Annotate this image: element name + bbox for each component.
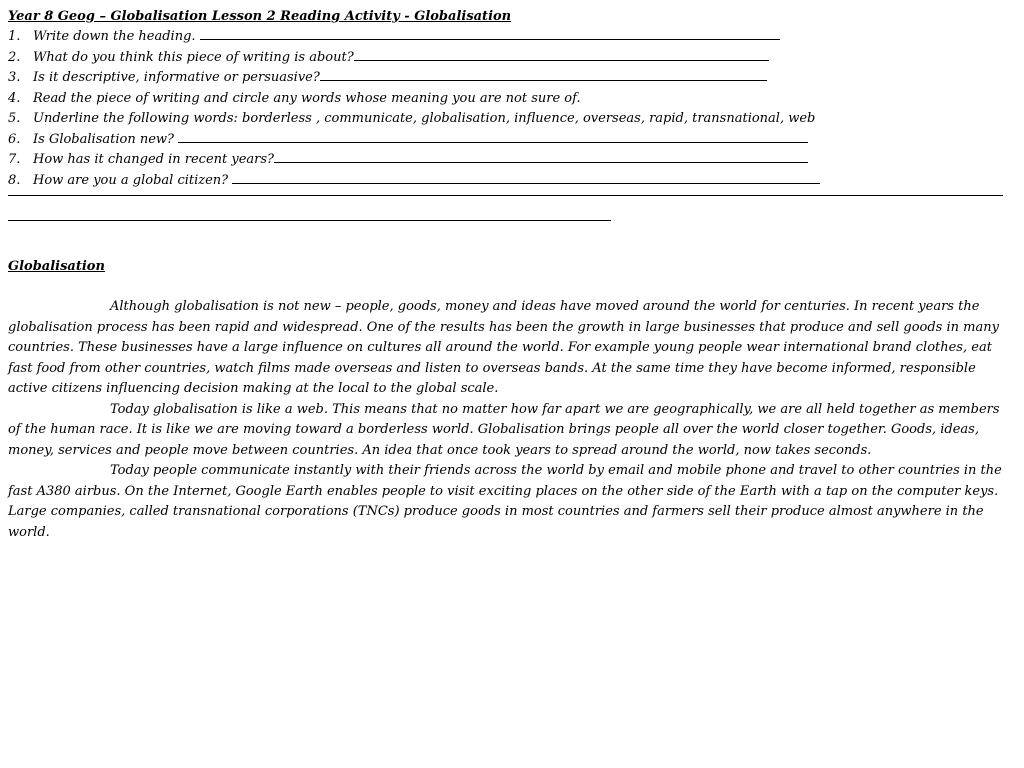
answer-rule-full[interactable]: [8, 195, 1003, 196]
question-number: 5.: [8, 111, 21, 126]
question-item-3: [8, 68, 1012, 89]
question-text: Read the piece of writing and circle any words whose meaning you are not sure of.: [33, 90, 581, 106]
answer-line[interactable]: [320, 68, 767, 81]
answer-line[interactable]: [274, 150, 808, 163]
answer-line[interactable]: [178, 130, 808, 143]
question-number: 6.: [8, 131, 21, 147]
reading-paragraph-2: Today globalisation is like a web. This means that no matter how far apart we are geographically, we are all held together as members of the human race. It is like we are moving toward a borderless world. Globalisation brings people all over the world closer together. Goods, ideas, money, services and people move between countries. An idea that once took years to spread around the world, now takes seconds.: [8, 401, 1000, 458]
reading-paragraph-3: Today people communicate instantly with their friends across the world by email and mobile phone and travel to other countries in the fast A380 airbus. On the Internet, Google Earth enables people to visit exciting places on the other side of the Earth with a tap on the computer keys. Large companies, called transnational corporations (TNCs) produce goods in most countries and farmers sell their produce almost anywhere in the world.: [8, 463, 1002, 540]
question-number: 2.: [8, 49, 21, 65]
question-text: How has it changed in recent years?: [33, 152, 275, 167]
question-list: [8, 27, 1012, 191]
answer-rule-partial[interactable]: [8, 220, 611, 221]
question-item-6: [8, 130, 1012, 151]
reading-heading: Globalisation: [8, 259, 105, 274]
answer-line[interactable]: [354, 48, 769, 61]
question-text: What do you think this piece of writing is about?: [33, 49, 354, 65]
question-item-7: [8, 150, 1012, 171]
question-item-2: [8, 48, 1012, 69]
answer-line[interactable]: [232, 171, 820, 184]
answer-line[interactable]: [200, 27, 780, 40]
question-number: 7.: [8, 152, 21, 167]
worksheet-page: [8, 7, 1012, 543]
question-text: How are you a global citizen?: [33, 172, 233, 188]
question-item-1: [8, 27, 1012, 48]
question-number: 4.: [8, 90, 21, 106]
question-number: 3.: [8, 70, 21, 85]
answer-rule-wrapper: [8, 220, 1012, 230]
question-text: Write down the heading.: [33, 29, 200, 44]
answer-rule-wrapper: [8, 195, 1012, 216]
question-item-5: [8, 109, 1012, 130]
worksheet-title: Year 8 Geog – Globalisation Lesson 2 Reading Activity - Globalisation: [8, 9, 512, 24]
question-item-8: [8, 171, 1012, 192]
question-text: Is it descriptive, informative or persuasive?: [33, 70, 320, 85]
reading-paragraph-1: Although globalisation is not new – people, goods, money and ideas have moved around the world for centuries. In recent years the globalisation process has been rapid and widespread. One of the results has been the growth in large businesses that produce and sell goods in many countries. These businesses have a large influence on cultures all around the world. For example young people wear international brand clothes, eat fast food from other countries, watch films made overseas and listen to overseas bands. At the same time they have become informed, responsible active citizens influencing decision making at the local to the global scale.: [8, 299, 999, 396]
question-number: 1.: [8, 29, 21, 44]
question-text: Underline the following words: borderless , communicate, globalisation, influence, overseas, rapid, transnational, web: [33, 111, 816, 126]
question-text: Is Globalisation new?: [33, 131, 179, 147]
question-item-4: [8, 89, 1012, 110]
question-number: 8.: [8, 172, 21, 188]
